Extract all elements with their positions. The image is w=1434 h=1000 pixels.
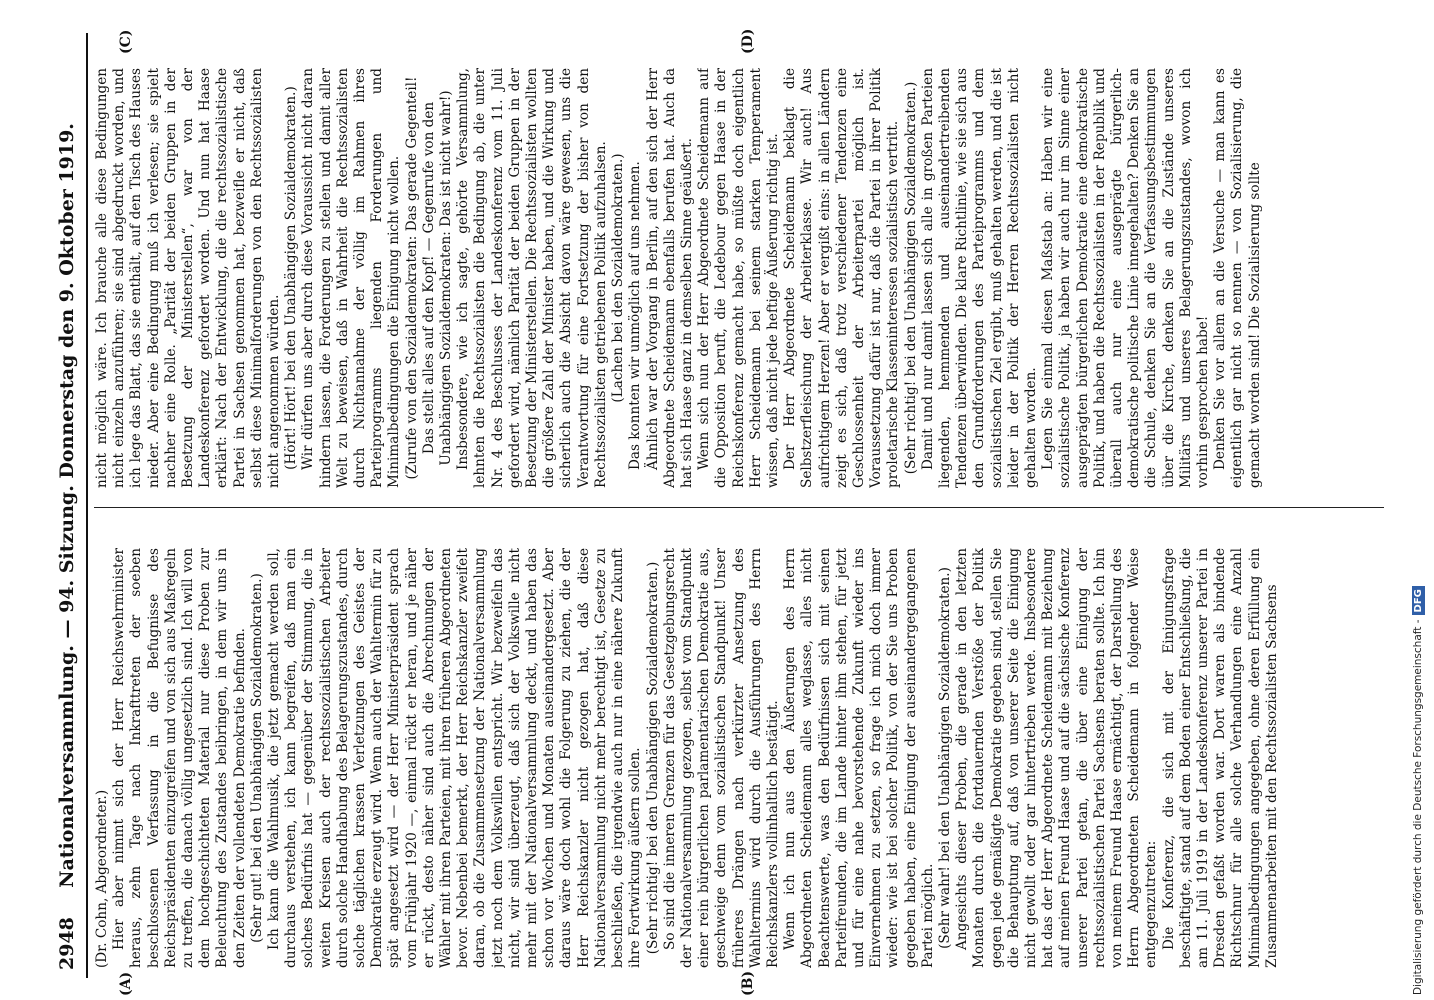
text-paragraph: Das konnten wir unmöglich auf uns nehmen. xyxy=(627,161,644,470)
margin-marker-b: (B) xyxy=(740,970,756,996)
text-paragraph: Angesichts dieser Proben, die gerade in den letzten Monaten durch die fortdauernden Verstöße der Politik gegen jede gemäßigte Demokratie gegeben sind, stellen Sie die Behauptung auf, daß von unserer Seite die Einigung nicht gewollt oder gar hintertrieben werde. Insbesondere hat das der Herr Abgeordnete Scheidemann mit Beziehung auf meinen Freund Haase und auf die sächsische Konferenz unserer Partei getan, die über eine Einigung der rechtssozialistischen Partei Sachsens beraten sollte. Ich bin von meinem Freund Haase ermächtigt, der Darstellung des Herrn Abgeordneten Scheidemann in folgender Weise entgegenzutreten: xyxy=(954,548,1160,968)
dfg-logo: DFG xyxy=(1412,586,1425,615)
text-paragraph: nicht möglich wäre. Ich brauche alle diese Bedingungen nicht einzeln anzuführen; sie sind abgedruckt worden, und ich lege das Blatt, das sie enthält, auf den Tisch des Hauses nieder. Aber eine Bedingung muß ich verlesen; sie spielt nachher eine Rolle. „Parität der beiden Gruppen in der Besetzung der Ministerstellen“, war von der Landeskonferenz gefordert worden. Und nun hat Haase erklärt: Nach der Entwicklung, die die rechtssozialistische Partei in Sachsen genommen hat, bezweifle er nicht, daß selbst diese Minimalforderungen von den Rechtssozialisten nicht angenommen würden. xyxy=(94,68,283,488)
text-paragraph: Wenn ich nun aus den Äußerungen des Herrn Abgeordneten Scheidemann alles weglasse, alles nicht Beachtenswerte, was den Bedürfnissen sich mit seinen Parteifreunden, die im Lande hinter ihm stehen, für jetzt und für eine nahe bevorstehende Zukunft wieder ins Einvernehmen zu setzen, so frage ich mich doch immer wieder: wie ist bei solcher Politik, von der Sie uns Proben gegeben haben, eine Einigung der auseinandergegangenen Partei möglich. xyxy=(782,548,936,968)
column-divider xyxy=(94,507,1384,508)
text-paragraph: Wir dürfen uns aber durch diese Voraussicht nicht daran hindern lassen, die Forderungen zu stellen und damit aller Welt zu beweisen, daß in Wahrheit die Rechtssozialisten durch Nichtannahme der völlig im Rahmen ihres Parteiprogramms liegenden Forderungen und Minimalbedingungen die Einigung nicht wollen. xyxy=(300,68,403,488)
text-paragraph: Denken Sie vor allem an die Versuche — man kann es eigentlich gar nicht so nennen — von Sozialisierung, die gemacht worden sind! Die Sozialisierung sollte xyxy=(1212,68,1263,488)
text-paragraph: Damit und nur damit lassen sich alle in großen Parteien liegenden, hemmenden und auseinandertreibenden Tendenzen überwinden. Die klare Richtlinie, wie sie sich aus den Grundforderungen des Parteiprogramms und dem sozialistischen Ziel ergibt, muß gehalten werden, und die ist leider in der Politik der Herren Rechtssozialisten nicht gehalten worden. xyxy=(919,68,1039,488)
text-paragraph: Ähnlich war der Vorgang in Berlin, auf den sich der Herr Abgeordnete Scheidemann ebenfalls berufen hat. Auch da hat sich Haase ganz in demselben Sinne geäußert. xyxy=(644,68,695,488)
left-text-column xyxy=(94,548,1384,968)
text-paragraph: Ich kann die Wahlmusik, die jetzt gemacht werden soll, durchaus verstehen, ich kann begreifen, daß man ein solches Bedürfnis hat — gegenüber der Stimmung, die in weiten Kreisen auch der rechtssozialistischen Arbeiter durch solche Handhabung des Belagerungszustandes, durch solche täglichen krassen Verletzungen des Geistes der Demokratie erzeugt wird. Wenn auch der Wahltermin für zu spät angesetzt wird — der Herr Ministerpräsident sprach vom Frühjahr 1920 —, einmal rückt er heran, und je näher er rückt, desto näher sind auch die Abrechnungen der Wähler mit ihren Parteien, mit ihren früheren Abgeordneten bevor. Nebenbei bemerkt, der Herr Reichskanzler zweifelt daran, ob die Zusammensetzung der Nationalversammlung jetzt noch dem Volkswillen entspricht. Wir bezweifeln das nicht, wir sind überzeugt, daß sich der Volkswille nicht mehr mit der Nationalversammlung deckt, und haben das schon vor Wochen und Monaten auseinandergesetzt. Aber daraus wäre doch wohl die Folgerung zu ziehen, die der Herr Reichskanzler nicht gezogen hat, daß diese Nationalversammlung nicht mehr berechtigt ist, Gesetze zu beschließen, die irgendwie auch nur in eine nähere Zukunft ihre Fortwirkung äußern sollen. xyxy=(266,548,644,968)
margin-marker-a: (A) xyxy=(118,971,134,996)
margin-marker-c: (C) xyxy=(118,29,134,54)
text-paragraph: Insbesondere, wie ich sagte, gehörte Versammlung, lehnten die Rechtssozialisten die Bedingung ab, die unter Nr. 4 des Beschlusses der Landeskonferenz vom 11. Juli gefordert wird, nämlich Parität der beiden Gruppen in der Besetzung der Ministerstellen. Die Rechtssozialisten wollten die größere Zahl der Minister haben, und die Wirkung und sicherlich auch die Absicht davon wäre gewesen, uns die Verantwortung für eine Fortsetzung der bisher von den Rechtssozialisten getriebenen Politik aufzuhalsen. xyxy=(455,68,609,488)
interjection-paragraph: (Sehr richtig! bei den Unabhängigen Sozialdemokraten.) xyxy=(902,81,919,475)
page-number: 2948 xyxy=(56,917,78,970)
text-paragraph: Die Konferenz, die sich mit der Einigungsfrage beschäftigte, stand auf dem Boden einer Entschließung, die am 11. Juli 1919 in der Landeskonferenz unserer Partei in Dresden gefaßt worden war. Dort waren als bindende Richtschnur für alle solche Verhandlungen eine Anzahl Minimalbedingungen angegeben, ohne deren Erfüllung ein Zusammenarbeiten mit den Rechtssozialisten Sachsens xyxy=(1160,548,1280,968)
interjection-paragraph: (Hört! Hört! bei den Unabhängigen Sozialdemokraten.) xyxy=(283,86,300,470)
text-paragraph: So sind die inneren Grenzen für das Gesetzgebungsrecht der Nationalversammlung gezogen, selbst vom Standpunkt einer rein bürgerlichen parlamentarischen Demokratie aus, geschweige denn vom sozialistischen Standpunkt! Unser früheres Drängen nach verkürzter Ansetzung des Wahltermins wird durch die Ausführungen des Herrn Reichskanzlers vollinhaltlich bestätigt. xyxy=(661,548,781,968)
text-paragraph: Hier aber nimmt sich der Herr Reichswehrminister heraus, zehn Tage nach Inkrafttreten der soeben beschlossenen Verfassung in die Befugnisse des Reichspräsidenten einzugreifen und von sich aus Maßregeln zu treffen, die danach völlig ungesetzlich sind. Ich will von dem hochgeschichteten Material nur diese Proben zur Beleuchtung des Zustandes beibringen, in dem wir uns in den Zeiten der vollendeten Demokratie befinden. xyxy=(111,548,248,968)
interjection-paragraph: (Zurufe von den Sozialdemokraten: Das gerade Gegenteil! Das stellt alles auf den Kopf! — Gegenrufe von den Unabhängigen Sozialdemokraten: Das ist nicht wahr!) xyxy=(403,76,455,480)
text-paragraph: Legen Sie einmal diesen Maßstab an: Haben wir eine sozialistische Politik, ja haben wir auch nur im Sinne einer ausgeprägten bürgerlichen Demokratie eine demokratische Politik, und haben die Rechtssozialisten in der Republik und überall auch nur eine ausgeprägte bürgerlich-demokratische politische Linie innegehalten? Denken Sie an die Schule, denken Sie an die Verfassungsbestimmungen über die Kirche, denken Sie an die Zustände unseres Militärs und unseres Belagerungszustandes, wovon ich vorhin gesprochen habe! xyxy=(1040,68,1211,488)
page-title: Nationalversammlung. — 94. Sitzung. Donnerstag den 9. Oktober 1919. xyxy=(56,123,78,888)
interjection-paragraph: (Lachen bei den Sozialdemokraten.) xyxy=(610,153,627,403)
watermark-text: Digitalisierung gefördert durch die Deutsche Forschungsgemeinschaft - xyxy=(1412,619,1424,995)
text-paragraph: Der Herr Abgeordnete Scheidemann beklagt die Selbstzerfleischung der Arbeiterklasse. Wir auch! Aus aufrichtigem Herzen! Aber er vergißt eins: in allen Ländern zeigt es sich, daß trotz verschiedener Tendenzen eine Geschlossenheit der Arbeiterpartei möglich ist. Voraussetzung dafür ist nur, daß die Partei in ihrer Politik proletarische Klasseninteressen sozialistisch vertritt. xyxy=(782,68,902,488)
digitization-watermark xyxy=(1412,586,1425,995)
margin-marker-d: (D) xyxy=(740,28,756,54)
text-paragraph: (Dr. Cohn, Abgeordneter.) xyxy=(94,789,110,968)
page-header xyxy=(50,33,90,978)
interjection-paragraph: (Sehr richtig! bei den Unabhängigen Sozialdemokraten.) xyxy=(644,561,661,955)
interjection-paragraph: (Sehr wahr! bei den Unabhängigen Sozialdemokraten.) xyxy=(936,567,953,949)
right-text-column xyxy=(94,68,1384,488)
document-page xyxy=(50,28,1395,996)
header-rule xyxy=(86,33,88,978)
text-paragraph: Wenn sich nun der Herr Abgeordnete Scheidemann auf die Opposition beruft, die Ledebour gegen Haase in der Reichskonferenz gemacht habe, so müßte doch eigentlich Herr Scheidemann bei seinem starken Temperament wissen, daß nicht jede heftige Äußerung richtig ist. xyxy=(696,68,781,488)
interjection-paragraph: (Sehr gut! bei den Unabhängigen Sozialdemokraten.) xyxy=(248,573,265,943)
